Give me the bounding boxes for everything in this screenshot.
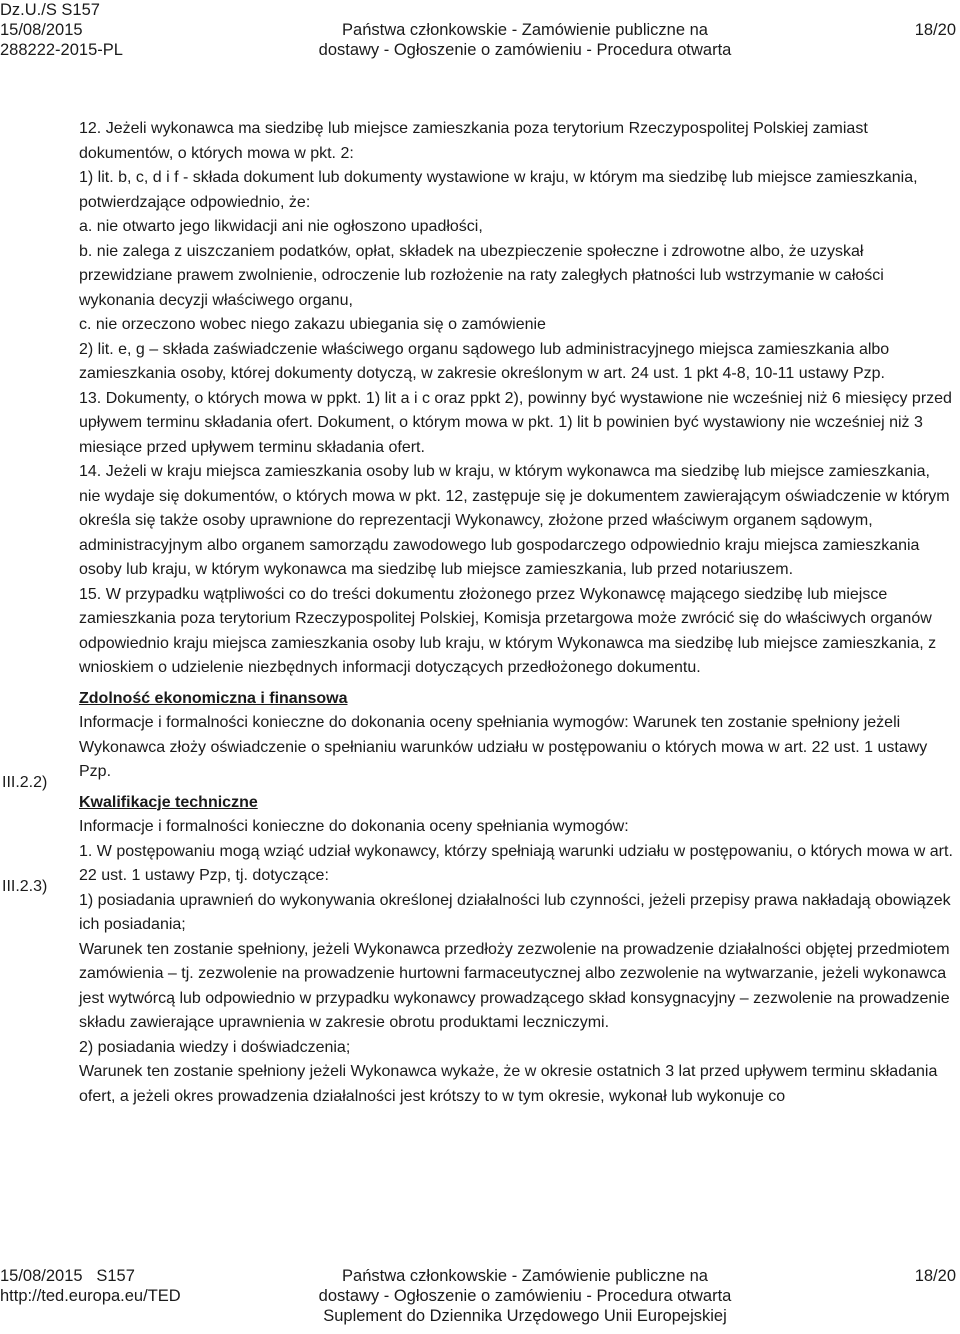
footer-date-ref: 15/08/2015 S157 — [0, 1267, 135, 1285]
paragraph-14: 14. Jeżeli w kraju miejsca zamieszkania osoby lub w kraju, w którym wykonawca ma siedzibę lub miejsce zamieszkania, nie wydaje się dokumentów, o których mowa w pkt. 12, zastępuje się je dokumentem zawierającym oświadczenie w którym określa się także osoby uprawnione do reprezentacji Wykonawcy, złożone przed właściwym organem sądowym, administracyjnym albo organem samorządu zawodowego lub gospodarczego odpowiednio kraju miejsca zamieszkania osoby lub kraju, w którym wykonawca ma siedzibę lub miejsce zamieszkania, lub przed notariuszem. — [79, 463, 950, 578]
paragraph-15: 15. W przypadku wątpliwości co do treści dokumentu złożonego przez Wykonawcę mającego siedzibę lub miejsce zamieszkania poza terytorium Rzeczypospolitej Polskiej, Komisja przetargowa może zwrócić się do właściwych organów odpowiednio kraju miejsca zamieszkania osoby lub kraju, w którym Wykonawca ma siedzibę lub miejsce zamieszkania, z wnioskiem o udzielenie niezbędnych informacji dotyczących przedłożonego dokumentu. — [79, 585, 937, 676]
header-title-line-1: Państwa członkowskie - Zamówienie publiczne na — [342, 21, 708, 39]
paragraph-12-1a: a. nie otwarto jego likwidacji ani nie ogłoszono upadłości, — [79, 218, 483, 235]
paragraph-12-2: 2) lit. e, g – składa zaświadczenie właściwego organu sądowego lub administracyjnego miejsca zamieszkania albo zamieszkania osoby, której dokumenty dotyczą, w zakresie określonym w art. 24 ust. 1 pkt 4-8, 10-11 ustawy Pzp. — [79, 340, 890, 382]
page-footer — [0, 1266, 960, 1326]
section-number-technical: III.2.3) — [2, 878, 48, 895]
technical-point-1-1: 1) posiadania uprawnień do wykonywania określonej działalności lub czynności, jeżeli przepisy prawa nakładają obowiązek ich posiadania; — [79, 891, 951, 933]
header-journal-ref: Dz.U./S S157 — [0, 1, 100, 19]
technical-condition-1: Warunek ten zostanie spełniony, jeżeli Wykonawca przedłoży zezwolenie na prowadzenie działalności objętej przedmiotem zamówienia – tj. zezwolenie na prowadzenie hurtowni farmaceutycznej albo zezwolenie na wytwarzanie, jeżeli wykonawca jest wytwórcą lub odpowiednio w przypadku wykonawcy prowadzącego skład konsygnacyjny – zezwolenie na prowadzenie składu zawierające uprawnienia w zakresie obrotu produktami leczniczymi. — [79, 940, 950, 1031]
footer-page-number: 18/20 — [914, 1267, 956, 1285]
page-header — [0, 0, 960, 60]
paragraph-12: 12. Jeżeli wykonawca ma siedzibę lub miejsce zamieszkania poza terytorium Rzeczypospolitej Polskiej zamiast dokumentów, o których mowa w pkt. 2: — [79, 120, 868, 162]
header-center — [300, 20, 750, 60]
section-number-economic: III.2.2) — [2, 774, 48, 791]
section-title-economic: Zdolność ekonomiczna i finansowa — [79, 689, 348, 707]
technical-point-1-2: 2) posiadania wiedzy i doświadczenia; — [79, 1038, 351, 1056]
section-text-economic: Informacje i formalności konieczne do dokonania oceny spełniania wymogów: Warunek ten zostanie spełniony jeżeli Wykonawca złoży oświadczenie o spełnianiu warunków udziału w postępowaniu o których mowa w art. 22 ust. 1 ustawy Pzp. — [79, 714, 928, 780]
header-notice-id: 288222-2015-PL — [0, 41, 123, 59]
paragraph-12-1b: b. nie zalega z uiszczaniem podatków, opłat, składek na ubezpieczenie społeczne i zdrowotne albo, że uzyskał przewidziane prawem zwolnienie, odroczenie lub rozłożenie na raty zaległych płatności lub wstrzymanie w całości wykonania decyzji właściwego organu, — [79, 242, 884, 309]
header-title-line-2: dostawy - Ogłoszenie o zamówieniu - Procedura otwarta — [318, 41, 732, 59]
footer-center — [300, 1266, 750, 1326]
main-content — [79, 117, 954, 1109]
paragraph-12-1c: c. nie orzeczono wobec niego zakazu ubiegania się o zamówienie — [79, 316, 546, 333]
paragraph-13: 13. Dokumenty, o których mowa w ppkt. 1) lit a i c oraz ppkt 2), powinny być wystawione nie wcześniej niż 6 miesięcy przed upływem terminu składania ofert. Dokument, o którym mowa w pkt. 1) lit b powinien być wystawiony nie wcześniej niż 3 miesiące przed upływem terminu składania ofert. — [79, 389, 952, 456]
footer-title-line-2: dostawy - Ogłoszenie o zamówieniu - Procedura otwarta — [318, 1287, 732, 1305]
section-title-technical: Kwalifikacje techniczne — [79, 793, 258, 811]
paragraph-12-1: 1) lit. b, c, d i f - składa dokument lub dokumenty wystawione w kraju, w którym ma siedzibę lub miejsce zamieszkania, potwierdzające odpowiednio, że: — [79, 169, 918, 211]
header-page-number: 18/20 — [914, 21, 956, 39]
footer-url: http://ted.europa.eu/TED — [0, 1287, 181, 1305]
footer-left — [0, 1266, 181, 1306]
footer-title-line-3: Suplement do Dziennika Urzędowego Unii Europejskiej — [323, 1307, 727, 1325]
footer-title-line-1: Państwa członkowskie - Zamówienie publiczne na — [342, 1267, 708, 1285]
technical-condition-2: Warunek ten zostanie spełniony jeżeli Wykonawca wykaże, że w okresie ostatnich 3 lat przed upływem terminu składania ofert, a jeżeli okres prowadzenia działalności jest krótszy to w tym okresie, wykonał lub wykonuje co — [79, 1063, 938, 1105]
header-left — [0, 0, 170, 60]
header-date: 15/08/2015 — [0, 21, 83, 39]
technical-intro: Informacje i formalności konieczne do dokonania oceny spełniania wymogów: — [79, 818, 629, 835]
technical-point-1: 1. W postępowaniu mogą wziąć udział wykonawcy, którzy spełniają warunki udziału w postępowaniu, o których mowa w art. 22 ust. 1 ustawy Pzp, tj. dotyczące: — [79, 842, 953, 884]
